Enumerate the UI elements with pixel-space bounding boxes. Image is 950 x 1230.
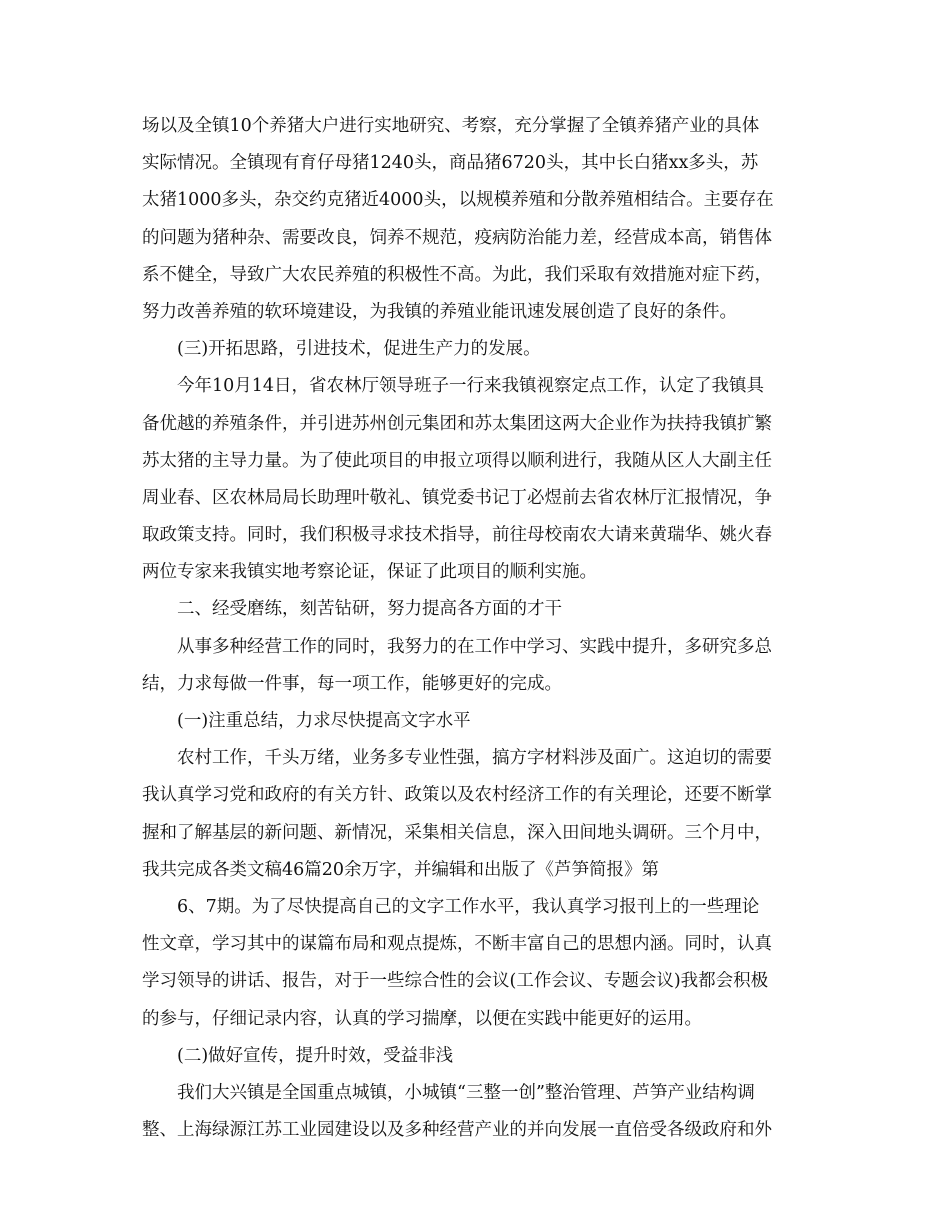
text-line: 性文章，学习其中的谋篇布局和观点提炼，不断丰富自己的思想内涵。同时，认真 [142, 934, 772, 955]
text-line: 备优越的养殖条件，并引进苏州创元集团和苏太集团这两大企业作为扶持我镇扩繁 [142, 413, 772, 434]
text-line: 实际情况。全镇现有育仔母猪1240头，商品猪6720头，其中长白猪xx多头，苏 [142, 153, 759, 174]
document-body [142, 108, 818, 1149]
text-line: (一)注重总结，力求尽快提高文字水平 [177, 711, 471, 731]
text-line: 结，力求每做一件事，每一项工作，能够更好的完成。 [142, 673, 562, 694]
text-line: 我们大兴镇是全国重点城镇，小城镇“三整一创”整治管理、芦笋产业结构调 [177, 1082, 755, 1103]
text-line: 整、上海绿源江苏工业园建设以及多种经营产业的并向发展一直倍受各级政府和外 [142, 1120, 772, 1141]
text-line: 场以及全镇10个养猪大户进行实地研究、考察，充分掌握了全镇养猪产业的具体 [142, 116, 760, 136]
text-line: 太猪1000多头，杂交约克猪近4000头，以规模养殖和分散养殖相结合。主要存在 [142, 190, 774, 211]
text-line: 努力改善养殖的软环境建设，为我镇的养殖业能讯速发展创造了良好的条件。 [142, 301, 737, 322]
text-line: 我共完成各类文稿46篇20余万字，并编辑和出版了《芦笋简报》第 [142, 859, 660, 880]
text-line: 我认真学习党和政府的有关方针、政策以及农村经济工作的有关理论，还要不断掌 [142, 785, 772, 806]
text-line: 6、7期。为了尽快提高自己的文字工作水平，我认真学习报刊上的一些理论 [177, 896, 760, 917]
text-line: 取政策支持。同时，我们积极寻求技术指导，前往母校南农大请来黄瑞华、姚火春 [142, 525, 772, 546]
text-line: 的问题为猪种杂、需要改良，饲养不规范，疫病防治能力差，经营成本高，销售体 [142, 227, 772, 248]
text-line: 从事多种经营工作的同时，我努力的在工作中学习、实践中提升，多研究多总 [177, 636, 772, 657]
text-line: (二)做好宣传，提升时效，受益非浅 [177, 1045, 454, 1066]
text-line: 二、经受磨练，刻苦钻研，努力提高各方面的才干 [177, 599, 562, 620]
text-line: 农村工作，千头万绪，业务多专业性强，搞方字材料涉及面广。这迫切的需要 [177, 748, 772, 769]
text-line: 系不健全，导致广大农民养殖的积极性不高。为此，我们采取有效措施对症下药， [142, 264, 772, 285]
text-line: 今年10月14日，省农林厅领导班子一行来我镇视察定点工作，认定了我镇具 [177, 376, 765, 397]
text-line: 握和了解基层的新问题、新情况，采集相关信息，深入田间地头调研。三个月中， [142, 822, 772, 843]
text-line: 学习领导的讲话、报告，对于一些综合性的会议(工作会议、专题会议)我都会积极 [142, 971, 769, 992]
text-line: 两位专家来我镇实地考察论证，保证了此项目的顺利实施。 [142, 562, 597, 583]
text-line: (三)开拓思路，引进技术，促进生产力的发展。 [177, 339, 541, 360]
text-line: 的参与，仔细记录内容，认真的学习揣摩，以便在实践中能更好的运用。 [142, 1008, 702, 1029]
text-line: 苏太猪的主导力量。为了使此项目的申报立项得以顺利进行，我随从区人大副主任 [142, 450, 772, 471]
text-line: 周业春、区农林局局长助理叶敬礼、镇党委书记丁必煜前去省农林厅汇报情况，争 [142, 487, 772, 508]
